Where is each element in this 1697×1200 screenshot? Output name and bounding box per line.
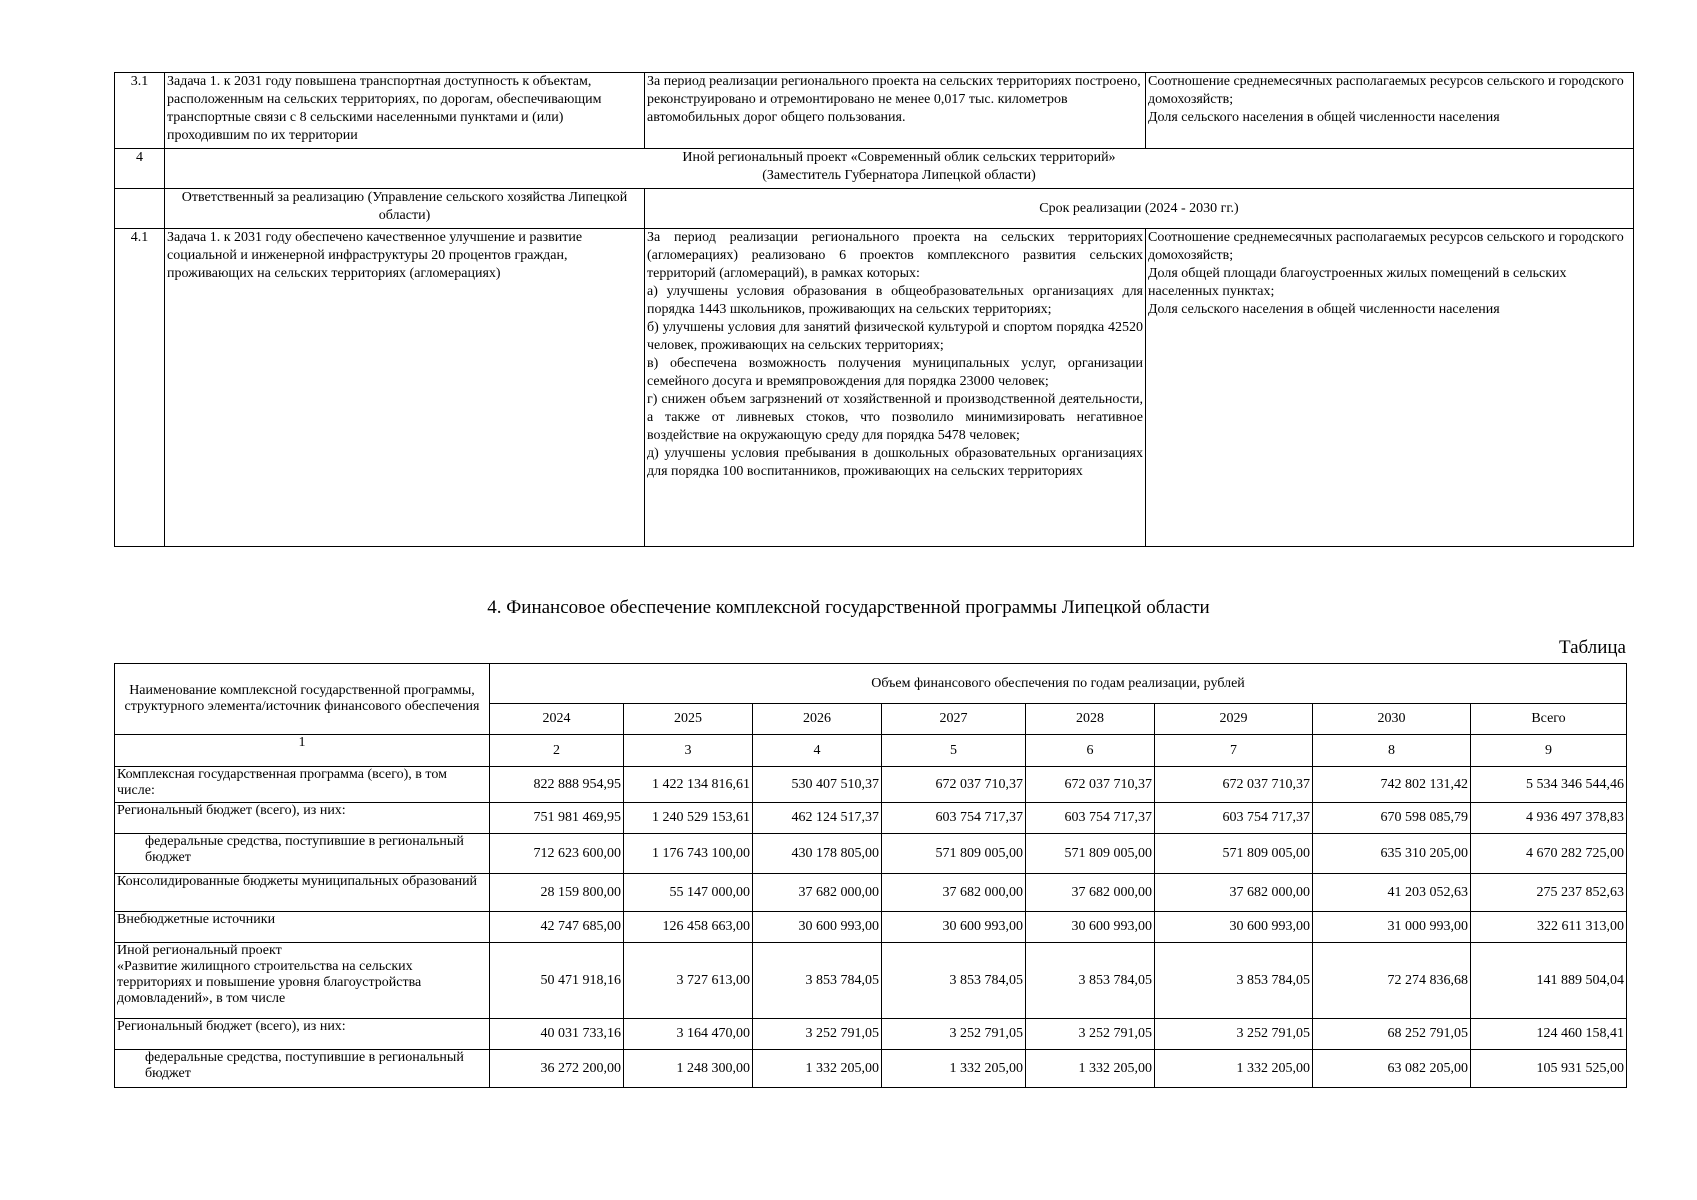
value-cell: 1 332 205,00 xyxy=(753,1050,882,1088)
value-cell: 571 809 005,00 xyxy=(1155,834,1313,874)
value-cell: 1 332 205,00 xyxy=(882,1050,1026,1088)
year-header: 2026 xyxy=(753,704,882,735)
value-cell: 530 407 510,37 xyxy=(753,767,882,803)
responsible-cell: Ответственный за реализацию (Управление сельского хозяйства Липецкой области) xyxy=(165,189,645,229)
column-number: 9 xyxy=(1471,735,1627,767)
value-cell: 37 682 000,00 xyxy=(1155,874,1313,912)
table-row xyxy=(115,229,1634,547)
value-cell: 40 031 733,16 xyxy=(490,1019,624,1050)
year-header: 2030 xyxy=(1313,704,1471,735)
project-title: Иной региональный проект «Современный облик сельских территорий» xyxy=(682,150,1116,165)
row-name-cell: Консолидированные бюджеты муниципальных образований xyxy=(115,874,490,912)
table-label: Таблица xyxy=(1558,637,1626,658)
table-row xyxy=(115,767,1627,803)
row-name-cell: Комплексная государственная программа (всего), в том числе: xyxy=(115,767,490,803)
value-cell: 1 332 205,00 xyxy=(1155,1050,1313,1088)
section-heading: 4. Финансовое обеспечение комплексной государственной программы Липецкой области xyxy=(487,597,1210,618)
value-cell: 72 274 836,68 xyxy=(1313,943,1471,1019)
value-cell: 603 754 717,37 xyxy=(1026,803,1155,834)
value-cell: 63 082 205,00 xyxy=(1313,1050,1471,1088)
table-row xyxy=(115,803,1627,834)
value-cell: 672 037 710,37 xyxy=(1155,767,1313,803)
row-name-cell: федеральные средства, поступившие в региональный бюджет xyxy=(115,834,490,874)
row-name-cell: Региональный бюджет (всего), из них: xyxy=(115,803,490,834)
year-header: 2028 xyxy=(1026,704,1155,735)
task-cell: Задача 1. к 2031 году обеспечено качественное улучшение и развитие социальной и инженерной инфраструктуры 20 процентов граждан, проживающих на сельских территориях (агломерациях) xyxy=(165,229,645,547)
value-cell: 1 248 300,00 xyxy=(624,1050,753,1088)
project-curator: (Заместитель Губернатора Липецкой области) xyxy=(762,168,1036,183)
table-row xyxy=(115,874,1627,912)
financing-table-body xyxy=(115,767,1627,1088)
row-number: 3.1 xyxy=(115,73,165,149)
column-number: 2 xyxy=(490,735,624,767)
column-number: 3 xyxy=(624,735,753,767)
regional-projects-table xyxy=(114,72,1634,547)
value-cell: 603 754 717,37 xyxy=(1155,803,1313,834)
value-cell: 712 623 600,00 xyxy=(490,834,624,874)
year-header: 2029 xyxy=(1155,704,1313,735)
value-cell: 3 853 784,05 xyxy=(753,943,882,1019)
total-value-cell: 275 237 852,63 xyxy=(1471,874,1627,912)
value-cell: 1 422 134 816,61 xyxy=(624,767,753,803)
value-cell: 3 853 784,05 xyxy=(882,943,1026,1019)
term-cell: Срок реализации (2024 - 2030 гг.) xyxy=(645,189,1634,229)
project-title-cell xyxy=(165,149,1634,189)
table-row xyxy=(115,189,1634,229)
column-number: 7 xyxy=(1155,735,1313,767)
value-cell: 571 809 005,00 xyxy=(882,834,1026,874)
value-cell: 571 809 005,00 xyxy=(1026,834,1155,874)
value-cell: 36 272 200,00 xyxy=(490,1050,624,1088)
name-column-header: Наименование комплексной государственной программы, структурного элемента/источник финансового обеспечения xyxy=(115,664,490,735)
total-value-cell: 4 670 282 725,00 xyxy=(1471,834,1627,874)
value-cell: 42 747 685,00 xyxy=(490,912,624,943)
value-cell: 3 252 791,05 xyxy=(753,1019,882,1050)
value-cell: 430 178 805,00 xyxy=(753,834,882,874)
result-cell: За период реализации регионального проекта на сельских территориях (агломерациях) реализовано 6 проектов комплексного развития сельских территорий (агломераций), в рамках которых: а) улучшены условия образования в общеобразовательных организациях для порядка 1443 школьников, проживающих на сельских территориях; б) улучшены условия для занятий физической культурой и спортом порядка 42520 человек, проживающих на сельских территориях; в) обеспечена возможность получения муниципальных услуг, организации семейного досуга и времяпровождения для порядка 23000 человек; г) снижен объем загрязнений от хозяйственной и производственной деятельности, а также от ливневых стоков, что позволило минимизировать негативное воздействие на окружающую среду для порядка 5478 человек; д) улучшены условия пребывания в дошкольных образовательных организациях для порядка 100 воспитанников, проживающих на сельских территориях xyxy=(645,229,1146,547)
year-header: 2027 xyxy=(882,704,1026,735)
column-number: 4 xyxy=(753,735,882,767)
value-cell: 50 471 918,16 xyxy=(490,943,624,1019)
value-cell: 1 332 205,00 xyxy=(1026,1050,1155,1088)
column-number: 1 xyxy=(115,735,490,767)
financing-table xyxy=(114,663,1627,1088)
indicators-cell: Соотношение среднемесячных располагаемых ресурсов сельского и городского домохозяйств; Доля сельского населения в общей численности населения xyxy=(1146,73,1634,149)
value-cell: 37 682 000,00 xyxy=(1026,874,1155,912)
row-name-cell: федеральные средства, поступившие в региональный бюджет xyxy=(115,1050,490,1088)
value-cell: 1 176 743 100,00 xyxy=(624,834,753,874)
row-name-cell: Внебюджетные источники xyxy=(115,912,490,943)
column-number: 8 xyxy=(1313,735,1471,767)
value-cell: 30 600 993,00 xyxy=(1026,912,1155,943)
value-cell: 742 802 131,42 xyxy=(1313,767,1471,803)
value-cell: 37 682 000,00 xyxy=(753,874,882,912)
value-cell: 28 159 800,00 xyxy=(490,874,624,912)
value-cell: 822 888 954,95 xyxy=(490,767,624,803)
header-row xyxy=(115,664,1627,704)
table-row xyxy=(115,943,1627,1019)
value-cell: 751 981 469,95 xyxy=(490,803,624,834)
value-cell: 30 600 993,00 xyxy=(882,912,1026,943)
value-cell: 3 252 791,05 xyxy=(1026,1019,1155,1050)
value-cell: 30 600 993,00 xyxy=(1155,912,1313,943)
value-cell: 30 600 993,00 xyxy=(753,912,882,943)
value-cell: 1 240 529 153,61 xyxy=(624,803,753,834)
volume-header: Объем финансового обеспечения по годам реализации, рублей xyxy=(490,664,1627,704)
empty-cell xyxy=(115,189,165,229)
value-cell: 37 682 000,00 xyxy=(882,874,1026,912)
task-cell: Задача 1. к 2031 году повышена транспортная доступность к объектам, расположенным на сельских территориях, по дорогам, обеспечивающим транспортные связи с 8 сельскими населенными пунктами и (или) проходившим по их территории xyxy=(165,73,645,149)
total-value-cell: 5 534 346 544,46 xyxy=(1471,767,1627,803)
column-number: 5 xyxy=(882,735,1026,767)
value-cell: 3 164 470,00 xyxy=(624,1019,753,1050)
value-cell: 68 252 791,05 xyxy=(1313,1019,1471,1050)
value-cell: 635 310 205,00 xyxy=(1313,834,1471,874)
table-row xyxy=(115,834,1627,874)
value-cell: 670 598 085,79 xyxy=(1313,803,1471,834)
value-cell: 462 124 517,37 xyxy=(753,803,882,834)
table-row xyxy=(115,1019,1627,1050)
value-cell: 31 000 993,00 xyxy=(1313,912,1471,943)
row-number: 4 xyxy=(115,149,165,189)
total-value-cell: 124 460 158,41 xyxy=(1471,1019,1627,1050)
indicators-cell: Соотношение среднемесячных располагаемых ресурсов сельского и городского домохозяйств; Доля общей площади благоустроенных жилых помещений в сельских населенных пунктах; Доля сельского населения в общей численности населения xyxy=(1146,229,1634,547)
value-cell: 41 203 052,63 xyxy=(1313,874,1471,912)
value-cell: 3 727 613,00 xyxy=(624,943,753,1019)
value-cell: 3 853 784,05 xyxy=(1155,943,1313,1019)
value-cell: 3 252 791,05 xyxy=(1155,1019,1313,1050)
row-name-cell: Иной региональный проект «Развитие жилищного строительства на сельских территориях и повышение уровня благоустройства домовладений», в том числе xyxy=(115,943,490,1019)
total-value-cell: 4 936 497 378,83 xyxy=(1471,803,1627,834)
total-header: Всего xyxy=(1471,704,1627,735)
year-header: 2025 xyxy=(624,704,753,735)
value-cell: 3 853 784,05 xyxy=(1026,943,1155,1019)
table-row xyxy=(115,1050,1627,1088)
row-name-cell: Региональный бюджет (всего), из них: xyxy=(115,1019,490,1050)
total-value-cell: 141 889 504,04 xyxy=(1471,943,1627,1019)
total-value-cell: 322 611 313,00 xyxy=(1471,912,1627,943)
year-header: 2024 xyxy=(490,704,624,735)
row-number: 4.1 xyxy=(115,229,165,547)
table-row xyxy=(115,73,1634,149)
value-cell: 126 458 663,00 xyxy=(624,912,753,943)
value-cell: 672 037 710,37 xyxy=(1026,767,1155,803)
value-cell: 3 252 791,05 xyxy=(882,1019,1026,1050)
value-cell: 55 147 000,00 xyxy=(624,874,753,912)
column-number: 6 xyxy=(1026,735,1155,767)
table-row xyxy=(115,912,1627,943)
value-cell: 672 037 710,37 xyxy=(882,767,1026,803)
table-row xyxy=(115,149,1634,189)
value-cell: 603 754 717,37 xyxy=(882,803,1026,834)
result-cell: За период реализации регионального проекта на сельских территориях построено, реконструировано и отремонтировано не менее 0,017 тыс. километров автомобильных дорог общего пользования. xyxy=(645,73,1146,149)
total-value-cell: 105 931 525,00 xyxy=(1471,1050,1627,1088)
column-numbers-row xyxy=(115,735,1627,767)
